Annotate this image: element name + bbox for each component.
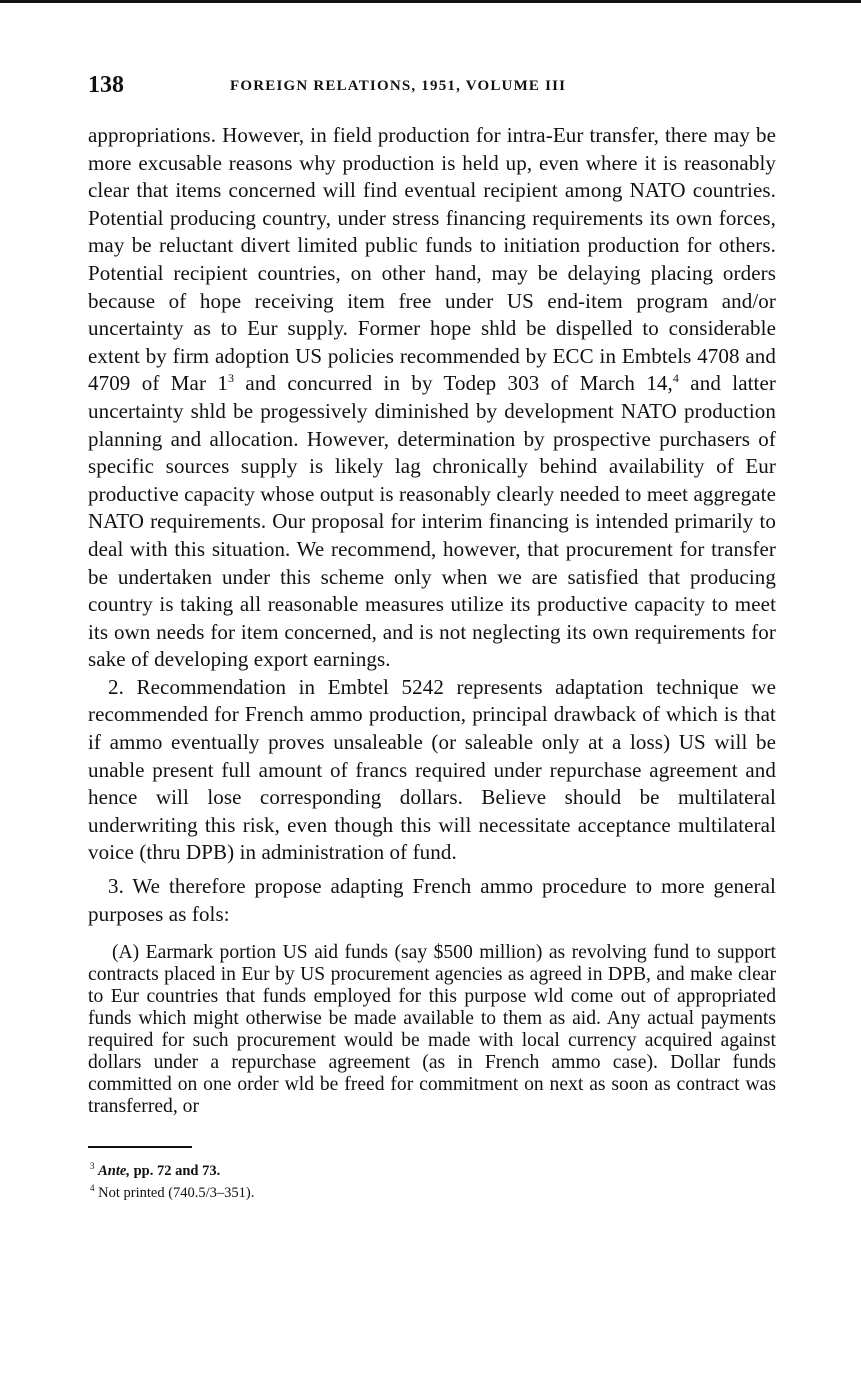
footnote-3-text: pp. 72 and 73. — [129, 1163, 221, 1180]
paragraph-1-part-c: and latter uncertainty shld be progessively diminished by development NATO production planning and allocation. However, determination by prospective purchasers of specific sources supply is likely lag chronically behind availability of Eur productive capacity whose output is reasonably clearly needed to meet aggregate NATO requirements. Our proposal for interim financing is intended primarily to deal with this situation. We recommend, however, that procurement for transfer be undertaken under this scheme only when we are satisfied that producing country is taking all reasonable measures utilize its productive capacity to meet its own needs for item concerned, and is not neglecting its own requirements for sake of developing export earnings. — [88, 371, 776, 672]
quoted-paragraph-a: (A) Earmark portion US aid funds (say $500 million) as revolving fund to support contracts placed in Eur by US procurement agencies as agreed in DPB, and make clear to Eur countries that funds employed for this purpose wld come out of appropriated funds which might otherwise be made available to them as aid. Any actual payments required for such procurement would be made with local currency acquired against dollars under a repurchase agreement (as in French ammo case). Dollar funds committed on one order wld be freed for commitment on next as soon as contract was transferred, or — [88, 942, 776, 1118]
running-head: FOREIGN RELATIONS, 1951, VOLUME III — [230, 78, 567, 94]
page-header — [88, 72, 776, 106]
top-border — [0, 0, 861, 3]
footnote-3-mark: 3 — [90, 1161, 95, 1172]
paragraph-1 — [88, 122, 776, 674]
footnote-ref-3: 3 — [227, 371, 235, 386]
body-text — [88, 122, 776, 928]
document-page — [88, 72, 776, 1202]
paragraph-2: 2. Recommendation in Embtel 5242 represents adaptation technique we recommended for French ammo production, principal drawback of which is that if ammo eventually proves unsaleable (or saleable only at a loss) US will be unable present full amount of francs required under repurchase agreement and hence will lose corresponding dollars. Believe should be multilateral underwriting this risk, even though this will necessitate acceptance multilateral voice (thru DPB) in administration of fund. — [88, 674, 776, 865]
paragraph-1-part-b: and concurred in by Todep 303 of March 14, — [234, 371, 673, 396]
paragraph-3: 3. We therefore propose adapting French ammo procedure to more general purposes as fols: — [88, 874, 776, 926]
footnotes — [88, 1158, 776, 1202]
footnote-3-italic: Ante, — [98, 1163, 130, 1180]
paragraph-1-part-a: appropriations. However, in field production for intra-Eur transfer, there may be more excusable reasons why production is held up, even where it is reasonably clear that items concerned will find eventual recipient among NATO countries. Potential producing country, under stress financing requirements its own forces, may be reluctant divert limited public funds to initiation production for others. Potential recipient countries, on other hand, may be delaying placing orders because of hope receiving item free under US end-item program and/or uncertainty as to Eur supply. Former hope shld be dispelled to considerable extent by firm adoption US policies recommended by ECC in Embtels 4708 and 4709 of Mar 1 — [88, 123, 776, 396]
footnote-ref-4: 4 — [672, 371, 679, 386]
footnote-4-mark: 4 — [90, 1183, 95, 1194]
footnote-4 — [90, 1180, 776, 1202]
footnote-3 — [90, 1158, 776, 1180]
footnote-4-text: Not printed (740.5/3–351). — [98, 1184, 255, 1201]
footnote-divider — [88, 1146, 192, 1148]
page-number: 138 — [88, 72, 124, 98]
